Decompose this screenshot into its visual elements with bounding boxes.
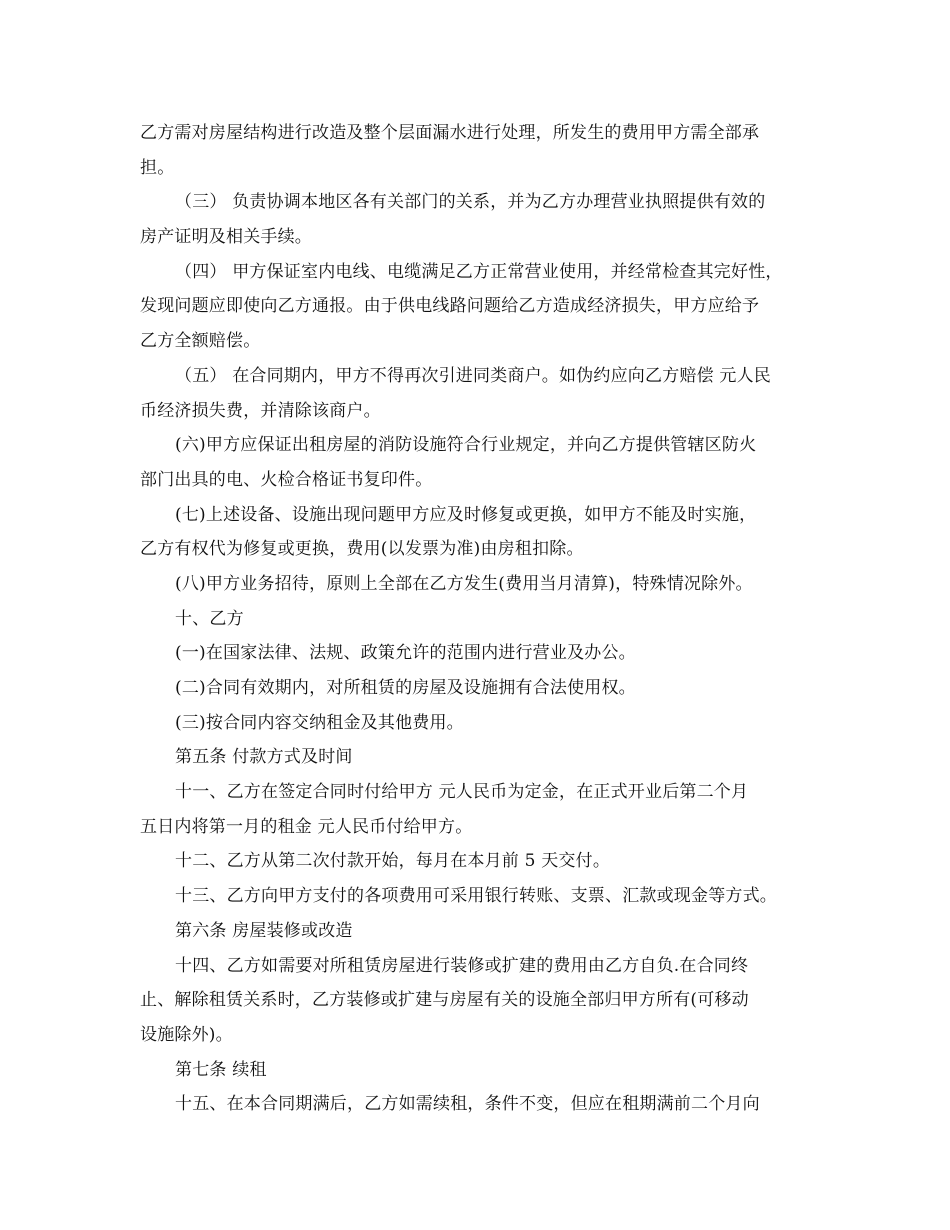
text-line: (六)甲方应保证出租房屋的消防设施符合行业规定，并向乙方提供管辖区防火 — [175, 435, 757, 456]
text-line: （三） 负责协调本地区各有关部门的关系，并为乙方办理营业执照提供有效的 — [175, 192, 766, 213]
text-line: 十三、乙方向甲方支付的各项费用可采用银行转账、支票、汇款或现金等方式。 — [175, 886, 777, 907]
text-line: (二)合同有效期内，对所租赁的房屋及设施拥有合法使用权。 — [175, 678, 636, 698]
text-line: 乙方需对房屋结构进行改造及整个层面漏水进行处理，所发生的费用甲方需全部承 — [140, 123, 760, 143]
text-line: 十一、乙方在签定合同时付给甲方 元人民币为定金，在正式开业后第二个月 — [175, 782, 749, 803]
text-line: (一)在国家法律、法规、政策允许的范围内进行营业及办公。 — [175, 643, 636, 664]
text-line: (三)按合同内容交纳租金及其他费用。 — [175, 712, 464, 733]
article-heading: 第五条 付款方式及时间 — [175, 747, 353, 768]
text-line: （四） 甲方保证室内电线、电缆满足乙方正常营业使用，并经常检查其完好性， — [175, 261, 783, 282]
text-line: （五） 在合同期内，甲方不得再次引进同类商户。如伪约应向乙方赔偿 元人民 — [175, 365, 772, 386]
text-line: 设施除外)。 — [140, 1024, 233, 1045]
text-line: 十五、在本合同期满后，乙方如需续租，条件不变，但应在租期满前二个月向 — [175, 1094, 760, 1115]
document-body — [140, 116, 830, 1122]
text-line: 十二、乙方从第二次付款开始，每月在本月前 5 天交付。 — [175, 851, 611, 872]
text-line: 乙方全额赔偿。 — [140, 331, 261, 352]
text-line: (七)上述设备、设施出现问题甲方应及时修复或更换，如甲方不能及时实施， — [175, 504, 757, 525]
text-line: (八)甲方业务招待，原则上全部在乙方发生(费用当月清算)，特殊情况除外。 — [175, 573, 753, 594]
text-line: 房产证明及相关手续。 — [140, 227, 312, 248]
text-line: 乙方有权代为修复或更换，费用(以发票为准)由房租扣除。 — [140, 539, 584, 560]
text-line: 发现问题应即使向乙方通报。由于供电线路问题给乙方造成经济损失，甲方应给予 — [140, 296, 760, 317]
text-line: 担。 — [140, 157, 175, 178]
section-heading: 十、乙方 — [175, 608, 244, 629]
text-line: 币经济损失费，并清除该商户。 — [140, 400, 381, 421]
text-line: 部门出具的电、火检合格证书复印件。 — [140, 469, 433, 490]
article-heading: 第六条 房屋装修或改造 — [175, 920, 353, 941]
text-line: 五日内将第一月的租金 元人民币付给甲方。 — [140, 816, 473, 837]
text-line: 十四、乙方如需要对所租赁房屋进行装修或扩建的费用由乙方自负.在合同终 — [175, 955, 749, 976]
text-line: 止、解除租赁关系时，乙方装修或扩建与房屋有关的设施全部归甲方所有(可移动 — [140, 990, 749, 1011]
article-heading: 第七条 续租 — [175, 1059, 267, 1080]
